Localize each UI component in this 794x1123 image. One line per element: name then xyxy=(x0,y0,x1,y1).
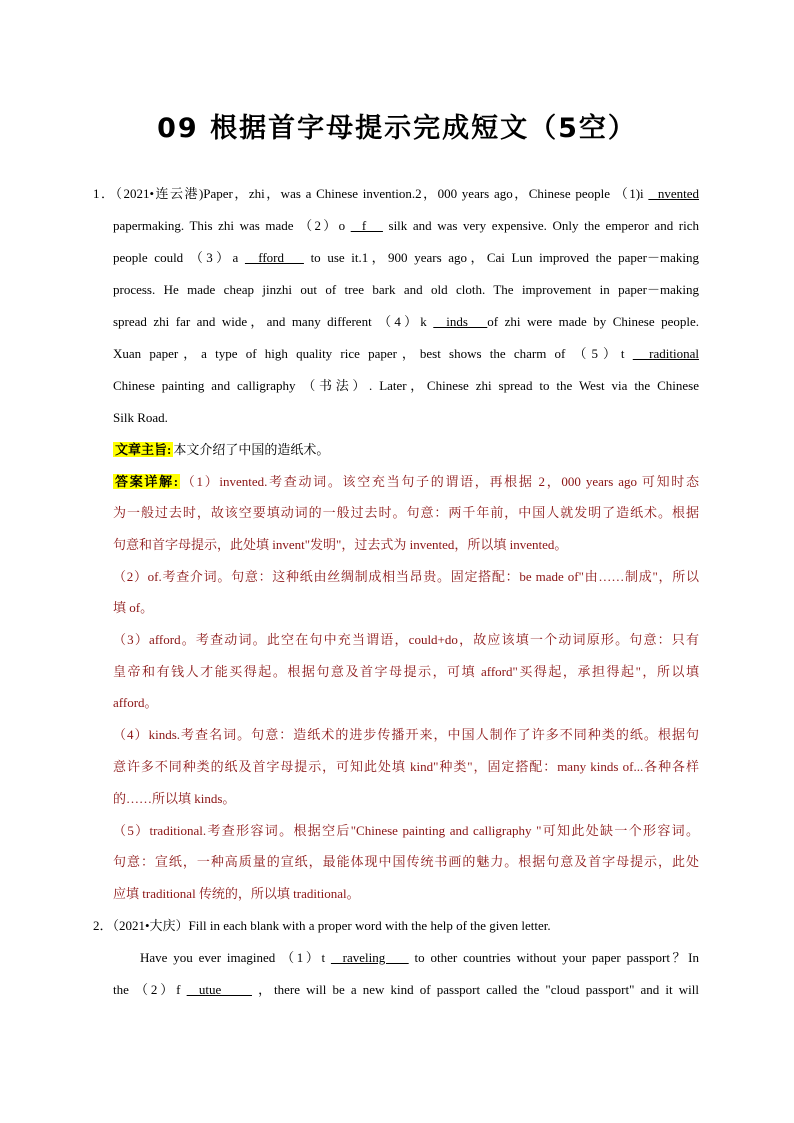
answer-1-line-2: 为一般过去时，故该空要填动词的一般过去时。句意：两千年前，中国人就发明了造纸术。根据 xyxy=(113,505,699,520)
q1-line-8: Silk Road. xyxy=(113,410,168,425)
answer-4-line-1: （4）kinds.考查名词。句意：造纸术的进步传播开来，中国人制作了许多不同种类的纸。根据句 xyxy=(113,727,699,742)
q1-line-4: process. He made cheap jinzhi out of tree bark and old cloth. The improvement in paper－making xyxy=(113,282,699,297)
answer-3-line-1: （3）afford。考查动词。此空在句中充当谓语，could+do，故应该填一个动词原形。句意：只有 xyxy=(113,632,699,647)
answer-2-line-2: 填 of。 xyxy=(113,600,154,615)
blank-5: raditional xyxy=(632,346,699,361)
page-title: 09 根据首字母提示完成短文（5空） xyxy=(157,113,637,144)
q1-line-2: papermaking. This zhi was made （2）o f silk and was very expensive. Only the emperor and rich xyxy=(113,218,699,233)
summary: 文章主旨: 本文介绍了中国的造纸术。 xyxy=(115,442,330,457)
blank-3: fford xyxy=(244,250,304,265)
answer-5-line-2: 句意：宣纸，一种高质量的宣纸，最能体现中国传统书画的魅力。根据句意及首字母提示，此处 xyxy=(113,854,699,869)
answer-tag: 答案详解: xyxy=(115,474,179,489)
answer-4-line-2: 意许多不同种类的纸及首字母提示，可知此处填 kind"种类"，固定搭配：many kinds of...各种各样 xyxy=(113,759,699,774)
q2-blank-1: raveling xyxy=(330,950,409,965)
q1-line-6: Xuan paper，a type of high quality rice paper，best shows the charm of （5）t raditional xyxy=(113,346,699,361)
answer-1-line-1: 答案详解: （1）invented.考查动词。该空充当句子的谓语，再根据 2，000 years ago 可知时态 xyxy=(115,474,699,489)
answer-1-line-3: 句意和首字母提示，此处填 invent"发明"，过去式为 invented，所以填 invented。 xyxy=(113,537,568,552)
summary-tag: 文章主旨: xyxy=(115,442,172,457)
q1-line-5: spread zhi far and wide，and many different （4）k inds of zhi were made by Chinese people. xyxy=(113,314,700,329)
blank-4: inds xyxy=(433,314,488,329)
q1-line-7: Chinese painting and calligraphy （书法）. Later，Chinese zhi spread to the West via the Chinese xyxy=(113,378,699,393)
answer-2-line-1: （2）of.考查介词。句意：这种纸由丝绸制成相当昂贵。固定搭配：be made of"由……制成"，所以 xyxy=(113,569,699,584)
answer-5-line-1: （5）traditional.考查形容词。根据空后"Chinese painting and calligraphy "可知此处缺一个形容词。 xyxy=(113,823,699,838)
q1-line-3: people could （3）a fford to use it.1，900 years ago，Cai Lun improved the paper－making xyxy=(113,250,699,265)
blank-2: f xyxy=(350,218,383,233)
q2-line-1: 2．（2021•大庆）Fill in each blank with a proper word with the help of the given letter. xyxy=(93,918,551,933)
answer-3-line-2: 皇帝和有钱人才能买得起。根据句意及首字母提示，可填 afford"买得起，承担得起"，所以填 xyxy=(113,664,699,679)
q1-line-1: 1．（2021•连云港)Paper，zhi，was a Chinese invention.2，000 years ago，Chinese people （1)i nvented xyxy=(93,186,699,201)
q2-blank-2: utue xyxy=(186,982,252,997)
q2-line-3: the （2）f utue ，there will be a new kind of passport called the "cloud passport" and it will xyxy=(113,982,699,997)
q2-line-2: Have you ever imagined （1）t raveling to other countries without your paper passport？In xyxy=(140,950,699,965)
answer-5-line-3: 应填 traditional 传统的，所以填 traditional。 xyxy=(113,886,360,901)
answer-3-line-3: afford。 xyxy=(113,695,158,710)
answer-4-line-3: 的……所以填 kinds。 xyxy=(113,791,236,806)
blank-1: nvented xyxy=(648,186,699,201)
